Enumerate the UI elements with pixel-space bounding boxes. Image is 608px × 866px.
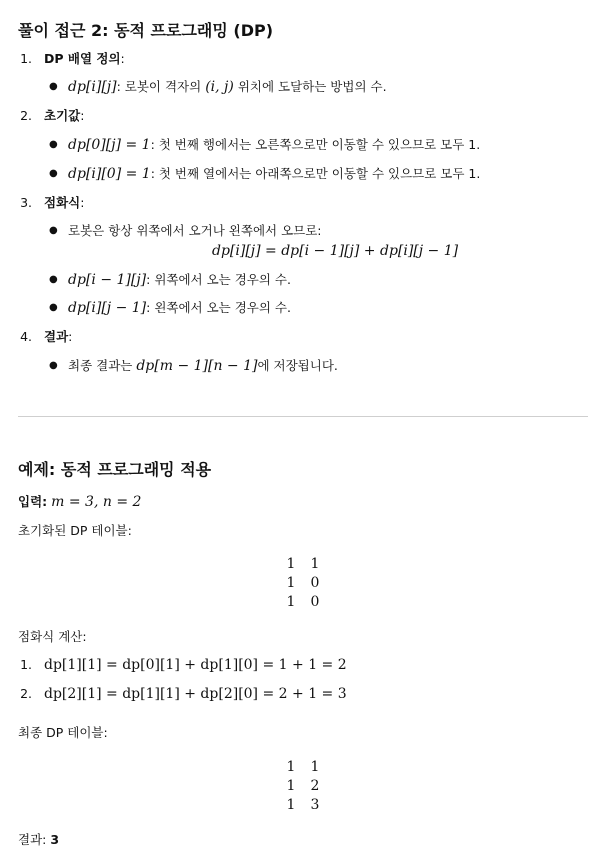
bullet-icon: ● xyxy=(49,168,58,179)
bullet-icon: ● xyxy=(49,274,58,285)
example-title: 예제: 동적 프로그래밍 적용 xyxy=(18,460,212,479)
calc-label: 점화식 계산: xyxy=(18,629,87,644)
bullet-icon: ● xyxy=(49,302,58,313)
example-input: 입력: m = 3, n = 2 xyxy=(18,494,142,510)
example-result: 결과: 3 xyxy=(18,832,60,847)
table-row: 1 0 xyxy=(286,593,320,610)
item-label: DP 배열 정의 xyxy=(44,51,121,66)
final-dp-table xyxy=(279,757,327,814)
bullet-icon: ● xyxy=(49,81,58,92)
table-row: 1 3 xyxy=(286,796,320,813)
bullet-icon: ● xyxy=(49,360,58,371)
table-row: 1 0 xyxy=(286,574,320,591)
init-table-label: 초기화된 DP 테이블: xyxy=(18,523,132,538)
item-label: 초기값 xyxy=(44,108,81,123)
final-table-label: 최종 DP 테이블: xyxy=(18,725,108,740)
bullet-icon: ● xyxy=(49,225,58,236)
item-label: 점화식 xyxy=(44,195,81,210)
table-row: 1 1 xyxy=(286,758,320,775)
init-dp-table xyxy=(279,554,327,611)
table-row: 1 1 xyxy=(286,555,320,572)
table-row: 1 2 xyxy=(286,777,320,794)
recurrence-formula: dp[i][j] = dp[i − 1][j] + dp[i][j − 1] xyxy=(212,243,459,259)
bullet-icon: ● xyxy=(49,139,58,150)
item-label: 결과 xyxy=(44,329,69,344)
section-divider xyxy=(18,416,588,417)
approach-title: 풀이 접근 2: 동적 프로그래밍 (DP) xyxy=(18,21,274,40)
